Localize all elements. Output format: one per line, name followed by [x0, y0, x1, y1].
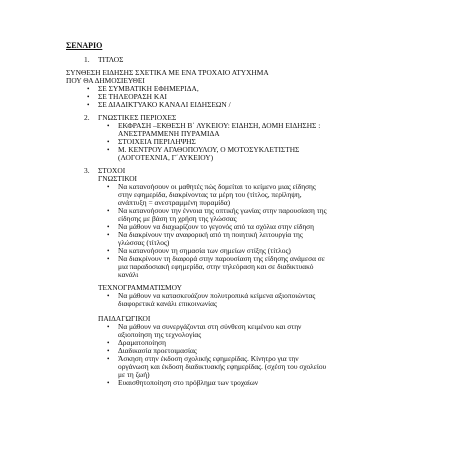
bullet-icon: • — [107, 355, 110, 363]
section-2-number: 2. — [84, 113, 90, 122]
bullet-icon: • — [107, 323, 110, 331]
list-item: Να κατανοήσουν την έννοια της οπτικής γωνίας στην παρουσίαση της — [118, 206, 327, 215]
list-item: ΣΤΟΙΧΕΙΑ ΠΕΡΙΛΗΨΗΣ — [118, 137, 196, 146]
list-item: ΣΕ ΔΙΑΔΙΚΤΥΑΚΟ ΚΑΝΑΛΙ ΕΙΔΗΣΕΩΝ / — [98, 100, 231, 109]
section-1-number: 1. — [84, 55, 90, 64]
bullet-icon: • — [107, 138, 110, 146]
section-3-title: ΣΤΟΧΟΙ — [98, 166, 126, 175]
section-1-text-line: ΣΥΝΘΕΣΗ ΕΙΔΗΣΗΣ ΣΧΕΤΙΚΑ ΜΕ ΕΝΑ ΤΡΟΧΑΙΟ ΑΤΥΧΗΜΑ — [66, 68, 269, 77]
list-item: ΣΕ ΤΗΛΕΟΡΑΣΗ ΚΑΙ — [98, 92, 167, 101]
list-item: ΕΚΦΡΑΣΗ –ΕΚΘΕΣΗ Β΄ ΛΥΚΕΙΟΥ: ΕΙΔΗΣΗ, ΔΟΜΗ ΕΙΔΗΣΗΣ : — [118, 121, 321, 130]
bullet-icon: • — [107, 292, 110, 300]
cognitive-goals-title: ΓΝΩΣΤΙΚΟΙ — [98, 174, 138, 183]
list-item: Διαδικασία προετοιμασίας — [118, 346, 197, 355]
list-item: Να κατανοήσουν τη σημασία των σημείων στίξης (τίτλος) — [118, 246, 291, 255]
bullet-icon: • — [107, 122, 110, 130]
list-item-continuation: κανάλι — [118, 270, 139, 279]
section-3-number: 3. — [84, 166, 90, 175]
list-item: ΣΕ ΣΥΜΒΑΤΙΚΗ ΕΦΗΜΕΡΙΔΑ, — [98, 84, 199, 93]
list-item-continuation: με τη ζωή) — [118, 370, 150, 379]
list-item: Δραματοποίηση — [118, 338, 166, 347]
document-heading: ΣΕΝΑΡΙΟ — [66, 41, 103, 50]
list-item: Να μάθουν να διαχωρίζουν το γεγονός από τα σχόλια στην είδηση — [118, 222, 315, 231]
list-item-continuation: αξιοποίηση της τεχνολογίας — [118, 330, 202, 339]
list-item: Να κατανοήσουν οι μαθητές πώς δομείται το κείμενο μιας είδησης — [118, 182, 316, 191]
bullet-icon: • — [107, 379, 110, 387]
bullet-icon: • — [107, 207, 110, 215]
bullet-icon: • — [107, 146, 110, 154]
list-item-continuation: ανάπτυξη = ανεστραμμένη πυραμίδα) — [118, 198, 231, 207]
section-1-text-line: ΠΟΥ ΘΑ ΔΗΜΟΣΙΕΥΘΕΙ — [66, 76, 145, 85]
list-item: Να διακρίνουν τη διαφορά στην παρουσίαση της είδησης ανάμεσα σε — [118, 254, 325, 263]
section-2-title: ΓΝΩΣΤΙΚΕΣ ΠΕΡΙΟΧΕΣ — [98, 113, 177, 122]
tech-goals-title: ΤΕΧΝΟΓΡΑΜΜΑΤΙΣΜΟΥ — [98, 283, 182, 292]
bullet-icon: • — [107, 339, 110, 347]
list-item-continuation: διαφορετικά κανάλι επικοινωνίας — [118, 299, 217, 308]
list-item-continuation: οργάνωση και έκδοση διαδικτυακής εφημερίδας. (σχέση του σχολείου — [118, 362, 327, 371]
list-item: Να διακρίνουν την αναφορική από τη ποιητική λειτουργία της — [118, 230, 303, 239]
section-1-title: ΤΙΤΛΟΣ — [98, 55, 124, 64]
list-item: Να μάθουν να συνεργάζονται στη σύνθεση κειμένου και στην — [118, 322, 302, 331]
bullet-icon: • — [87, 101, 90, 109]
list-item-continuation: (ΛΟΓΟΤΕΧΝΙΑ, Γ΄ΛΥΚΕΙΟΥ) — [118, 153, 214, 162]
list-item: Μ. ΚΕΝΤΡΟΥ ΑΓΑΘΟΠΟΥΛΟΥ, Ο ΜΟΤΟΣΥΚΛΕΤΙΣΤΗΣ — [118, 145, 300, 154]
bullet-icon: • — [87, 93, 90, 101]
bullet-icon: • — [107, 231, 110, 239]
list-item: Να μάθουν να κατασκευάζουν πολυτροπικά κείμενα αξιοποιώντας — [118, 291, 316, 300]
list-item-continuation: γλώσσας (τίτλος) — [118, 238, 170, 247]
bullet-icon: • — [107, 255, 110, 263]
list-item-continuation: στην εφημερίδα, διακρίνοντας τα μέρη του (τίτλος, περίληψη, — [118, 190, 302, 199]
bullet-icon: • — [107, 247, 110, 255]
list-item: Ευαισθητοποίηση στο πρόβλημα των τροχαίων — [118, 378, 259, 387]
list-item-continuation: είδησης με βάση τη χρήση της γλώσσας — [118, 214, 237, 223]
list-item-continuation: μια παραδοσιακή εφημερίδα, στην τηλεόραση και σε διαδικτυακό — [118, 262, 314, 271]
pedagogical-goals-title: ΠΑΙΔΑΓΩΓΙΚΟΙ — [98, 314, 151, 323]
list-item: Άσκηση στην έκδοση σχολικής εφημερίδας. Κίνητρο για την — [118, 354, 299, 363]
bullet-icon: • — [107, 183, 110, 191]
bullet-icon: • — [107, 347, 110, 355]
bullet-icon: • — [107, 223, 110, 231]
list-item-continuation: ΑΝΕΣΤΡΑΜΜΕΝΗ ΠΥΡΑΜΙΔΑ — [118, 129, 220, 138]
bullet-icon: • — [87, 85, 90, 93]
